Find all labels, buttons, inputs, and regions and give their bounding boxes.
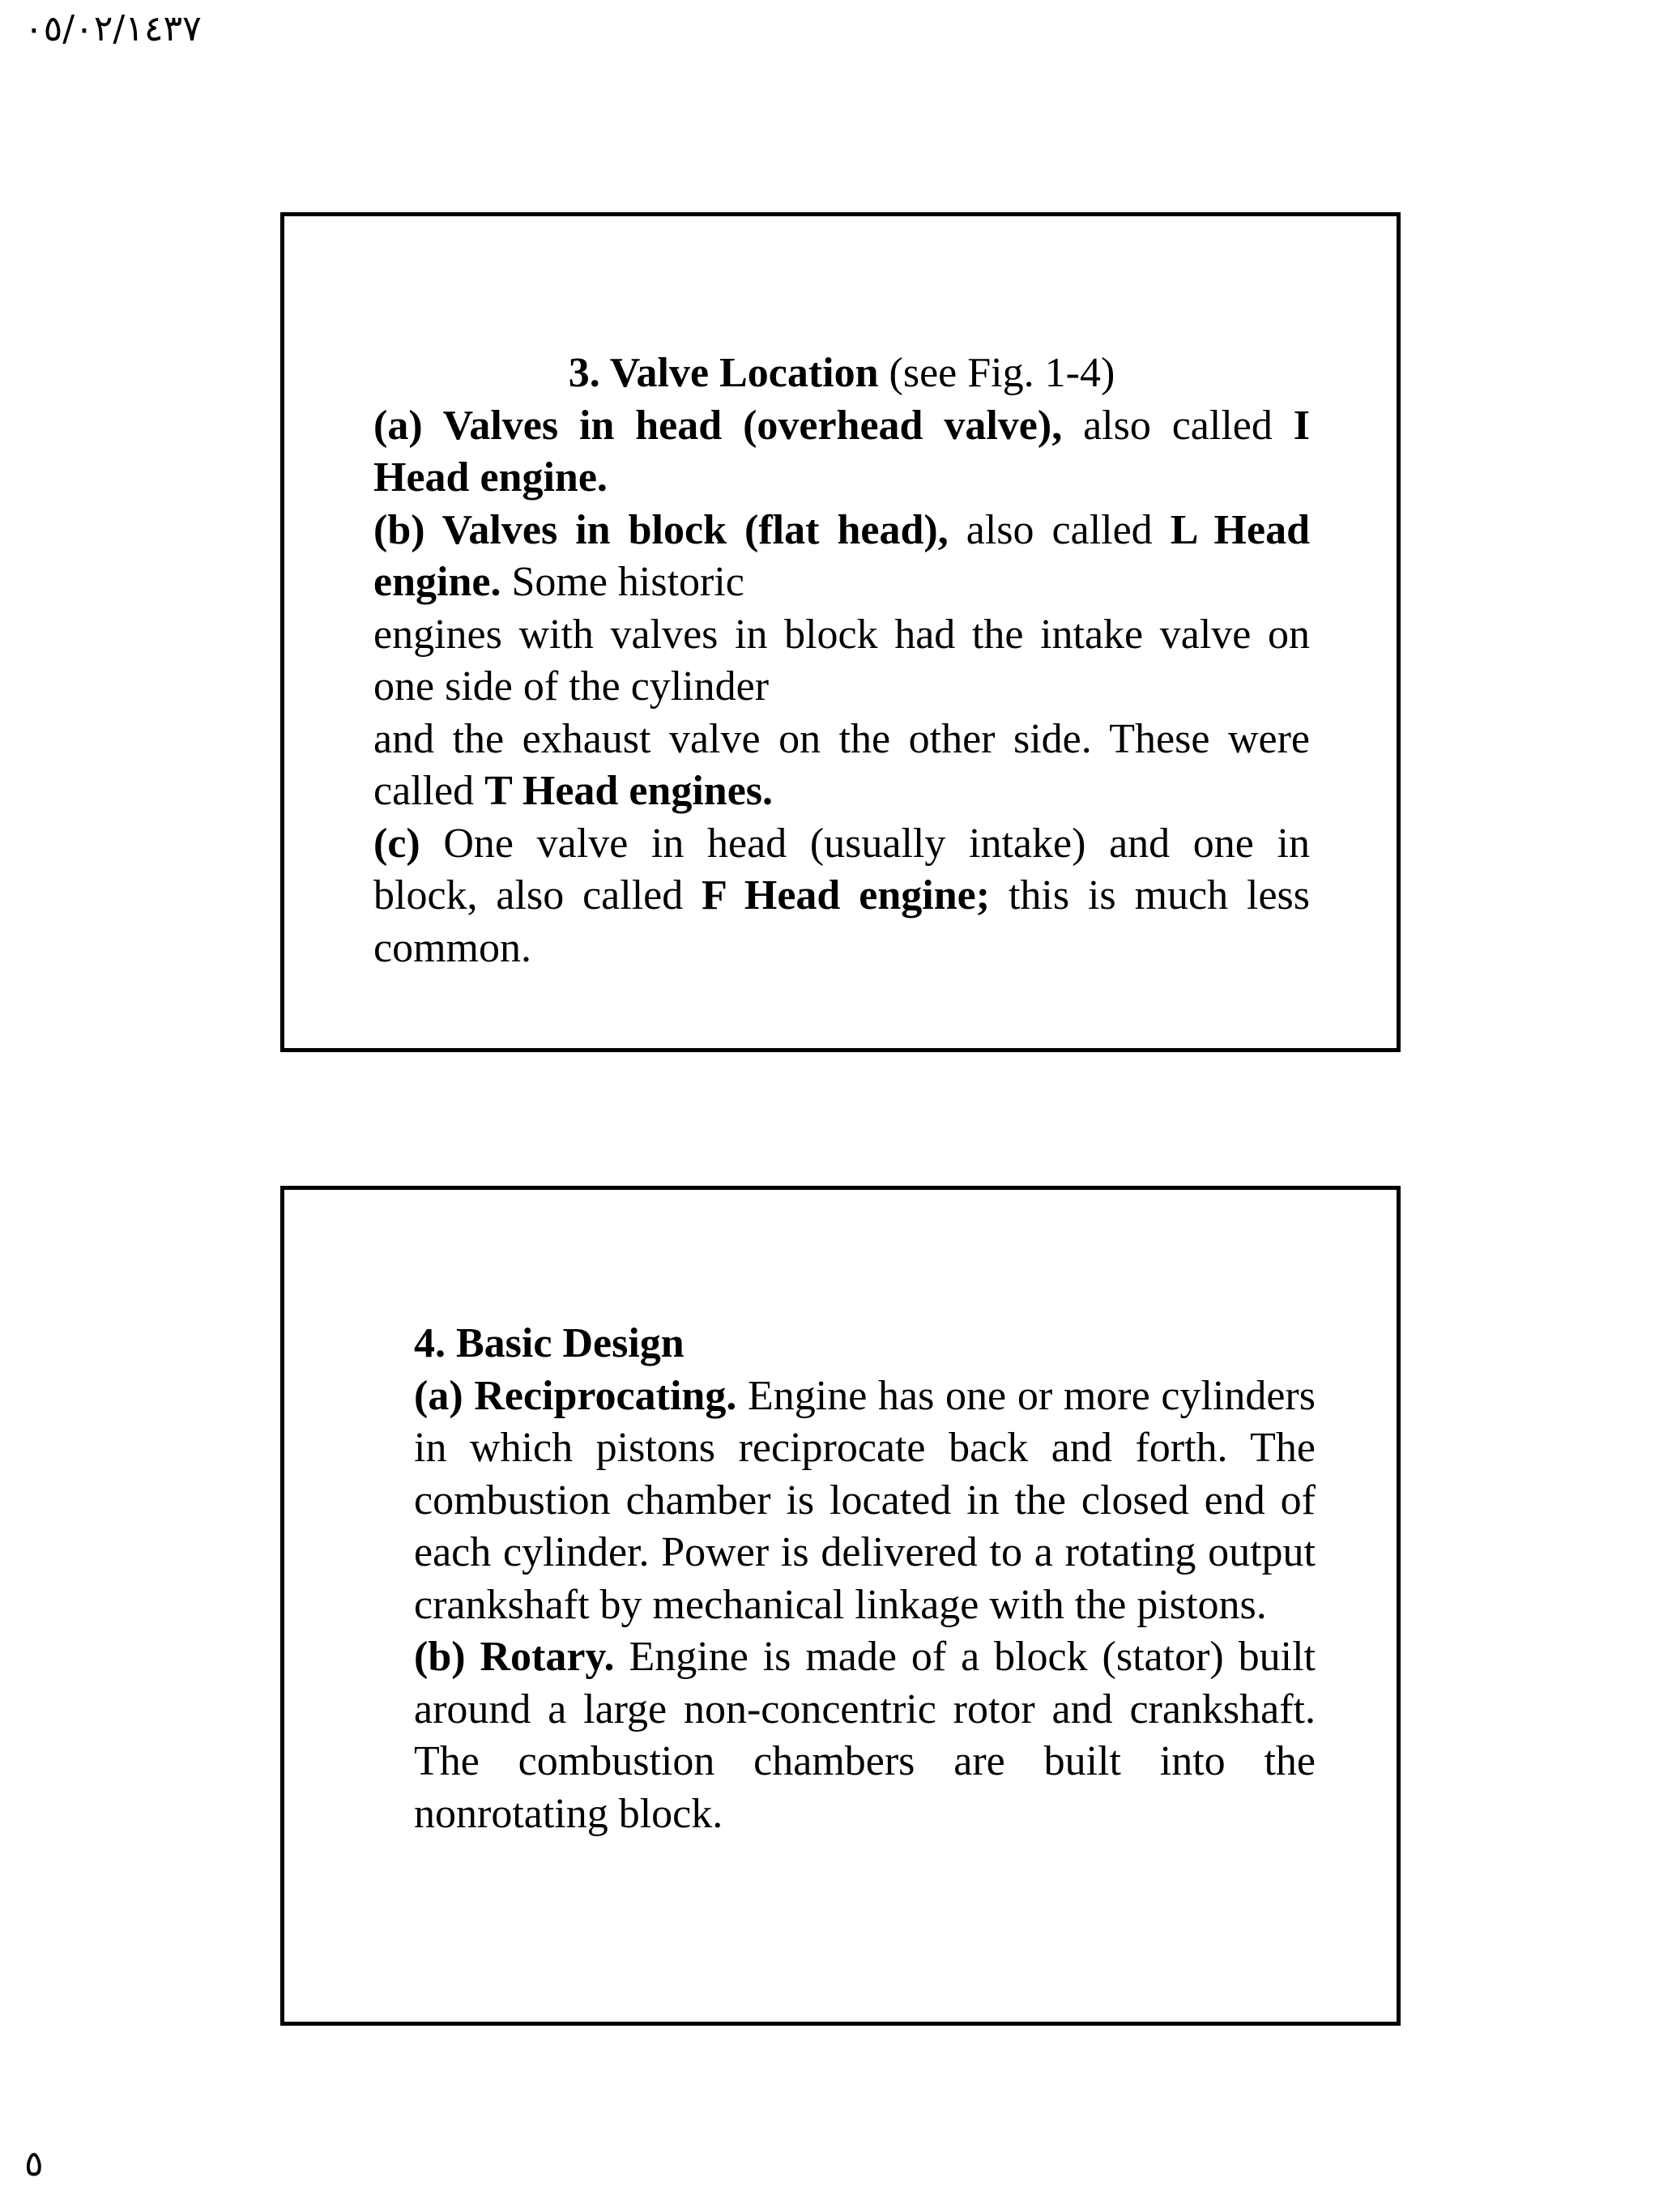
- paragraph-c: [373, 818, 1310, 975]
- paragraph-reciprocating-text: Engine has one or more cylinders in which pistons reciprocate back and forth. The combustion chamber is located in the closed end of each cylinder. Power is delivered to a rotating output crankshaft by mechanical linkage with the pistons.: [414, 1372, 1316, 1628]
- paragraph-b-bold: (b) Valves in block (flat head),: [373, 506, 949, 553]
- slide-valve-location: [280, 212, 1401, 1052]
- paragraph-b: [373, 505, 1310, 609]
- paragraph-b-text-2: Some historic: [501, 559, 744, 605]
- paragraph-b-text: also called: [948, 506, 1171, 553]
- paragraph-exhaust-bold: T Head engines.: [484, 768, 774, 814]
- paragraph-exhaust-text: and the exhaust valve on the other side. These were called: [373, 715, 1310, 814]
- paragraph-reciprocating: [414, 1370, 1316, 1632]
- paragraph-a-text: also called: [1062, 402, 1294, 449]
- paragraph-a: [373, 400, 1310, 505]
- paragraph-engines: [373, 609, 1310, 714]
- paragraph-rotary: [414, 1631, 1316, 1840]
- paragraph-a-bold: (a) Valves in head (overhead valve),: [373, 402, 1063, 449]
- paragraph-a-bold-2: I Head engine.: [373, 402, 1310, 501]
- paragraph-c-text-2: this is much less common.: [373, 872, 1311, 971]
- paragraph-c-bold-2: F Head engine;: [702, 872, 991, 918]
- page-number: ٥: [24, 2143, 44, 2184]
- paragraph-exhaust: [373, 714, 1310, 818]
- paragraph-c-bold: (c): [373, 820, 420, 867]
- paragraph-b-bold-2: L Head engine.: [373, 506, 1310, 605]
- heading-rest: (see Fig. 1-4): [878, 350, 1115, 396]
- slide-valve-location-heading: [373, 347, 1310, 400]
- slide-valve-location-content: [373, 347, 1310, 974]
- heading-bold: 3. Valve Location: [568, 350, 879, 396]
- slide-basic-design: [280, 1186, 1401, 2026]
- slide-basic-design-content: [414, 1318, 1316, 1840]
- paragraph-rotary-text: Engine is made of a block (stator) built around a large non-concentric rotor and crankshaft. The combustion chambers are built into the nonrotating block.: [414, 1634, 1316, 1837]
- basic-design-heading-bold: 4. Basic Design: [414, 1320, 684, 1366]
- header-date: ٠٥/٠٢/١٤٣٧: [24, 8, 202, 49]
- paragraph-c-text: One valve in head (usually intake) and one in block, also called: [373, 820, 1310, 918]
- paragraph-rotary-bold: (b) Rotary.: [414, 1634, 615, 1680]
- slide-basic-design-heading: [414, 1318, 1316, 1370]
- paragraph-reciprocating-bold: (a) Reciprocating.: [414, 1372, 737, 1419]
- paragraph-engines-text: engines with valves in block had the intake valve on one side of the cylinder: [373, 611, 1310, 710]
